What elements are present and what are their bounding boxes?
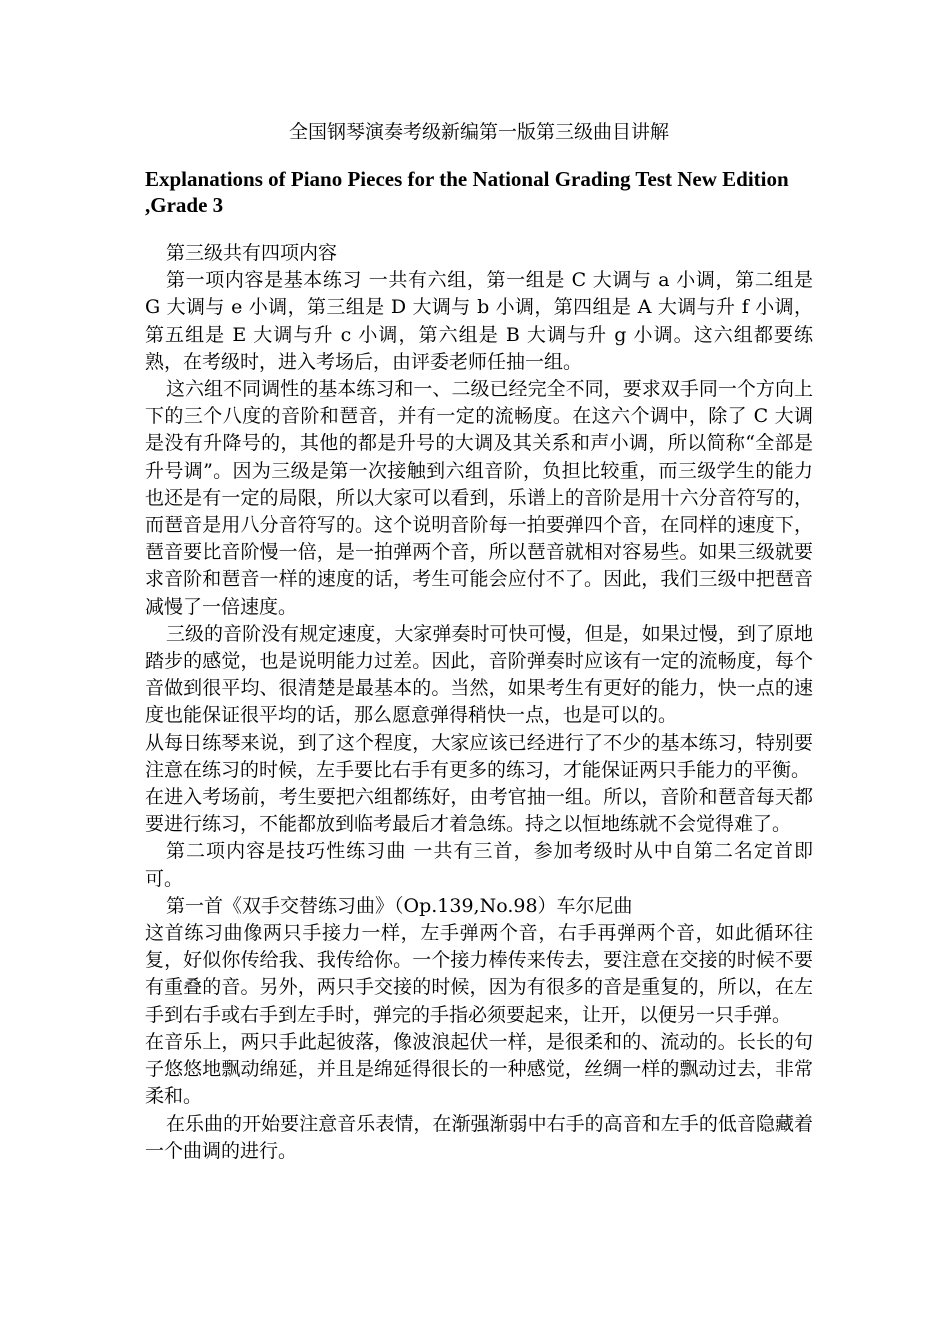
paragraph-piece-one-desc: 这首练习曲像两只手接力一样，左手弹两个音，右手再弹两个音，如此循环往复，好似你传给我、我传给你。一个接力棒传来传去，要注意在交接的时候不要有重叠的音。另外，两只手交接的时候，因为有很多的音是重复的，所以，在左手到右手或右手到左手时，弹完的手指必须要起来，让开，以便另一只手弹。 — [145, 922, 813, 1026]
paragraph-item-two: 第二项内容是技巧性练习曲 一共有三首，参加考级时从中自第二名定首即可。 — [145, 840, 813, 890]
paragraph-piece-one-opening: 在乐曲的开始要注意音乐表情，在渐强渐弱中右手的高音和左手的低音隐藏着一个曲调的进行。 — [145, 1112, 813, 1162]
paragraph-scale-speed: 三级的音阶没有规定速度，大家弹奏时可快可慢，但是，如果过慢，到了原地踏步的感觉，也是说明能力过差。因此，音阶弹奏时应该有一定的流畅度，每个音做到很平均、很清楚是最基本的。当然，如果考生有更好的能力，快一点的速度也能保证很平均的话，那么愿意弹得稍快一点，也是可以的。 — [145, 622, 813, 727]
paragraph-piece-one-heading: 第一首《双手交替练习曲》（Op.139,No.98）车尔尼曲 — [166, 894, 633, 917]
paragraph-daily-practice: 从每日练琴来说，到了这个程度，大家应该已经进行了不少的基本练习，特别要注意在练习的时候，左手要比右手有更多的练习，才能保证两只手能力的平衡。 — [145, 731, 813, 781]
paragraph-intro: 第三级共有四项内容 — [166, 242, 338, 264]
paragraph-piece-one-music: 在音乐上，两只手此起彼落，像波浪起伏一样，是很柔和的、流动的。长长的句子悠悠地飘动绵延，并且是绵延得很长的一种感觉，丝绸一样的飘动过去，非常柔和。 — [145, 1030, 813, 1108]
paragraph-before-exam: 在进入考场前，考生要把六组都练好，由考官抽一组。所以，音阶和琶音每天都要进行练习，不能都放到临考最后才着急练。持之以恒地练就不会觉得难了。 — [145, 786, 813, 836]
paragraph-scales-arpeggios: 这六组不同调性的基本练习和一、二级已经完全不同，要求双手同一个方向上下的三个八度的音阶和琶音，并有一定的流畅度。在这六个调中，除了 C 大调是没有升降号的，其他的都是升号的大调及其关系和声小调，所以简称“全部是升号调”。因为三级是第一次接触到六组音阶，负担比较重，而三级学生的能力也还是有一定的局限，所以大家可以看到，乐谱上的音阶是用十六分音符写的，而琶音是用八分音符写的。这个说明音阶每一拍要弹四个音，在同样的速度下，琶音要比音阶慢一倍，是一拍弹两个音，所以琶音就相对容易些。如果三级就要求音阶和琶音一样的速度的话，考生可能会应付不了。因此，我们三级中把琶音减慢了一倍速度。 — [145, 378, 813, 618]
document-title-cn: 全国钢琴演奏考级新编第一版第三级曲目讲解 — [288, 121, 669, 143]
document-title-en: Explanations of Piano Pieces for the National Grading Test New Edition ,Grade 3 — [145, 167, 789, 217]
paragraph-item-one: 第一项内容是基本练习 一共有六组，第一组是 C 大调与 a 小调，第二组是 G 大调与 e 小调，第三组是 D 大调与 b 小调，第四组是 A 大调与升 f 小调，第五组是 E 大调与升 c 小调，第六组是 B 大调与升 g 小调。这六组都要练熟，在考级时，进入考场后，由评委老师任抽一组。 — [145, 269, 813, 373]
document-page — [145, 118, 813, 1165]
